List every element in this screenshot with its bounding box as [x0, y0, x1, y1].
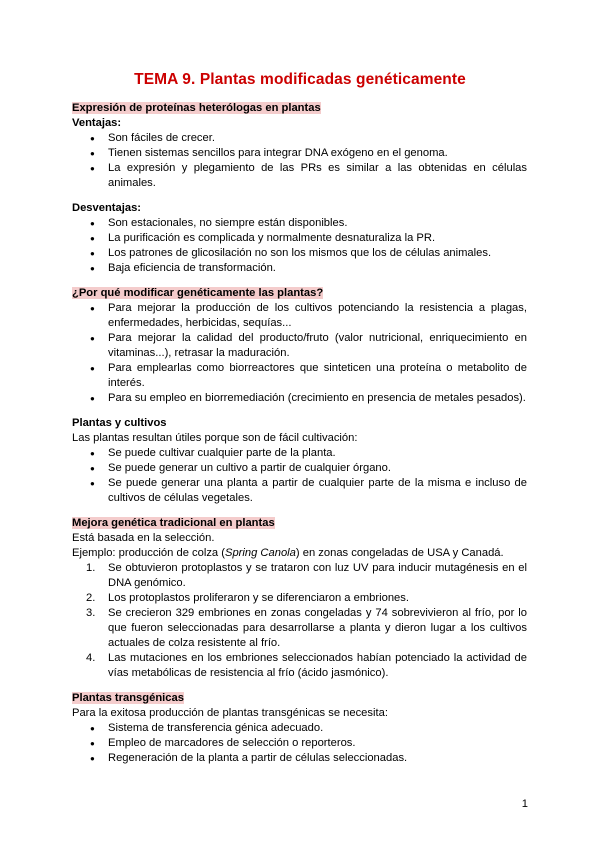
requirements-list	[72, 721, 527, 766]
section-transgenic-plants	[72, 691, 527, 766]
list-item: ● Empleo de marcadores de selección o reporteros.	[72, 736, 527, 751]
section-plants-cultures	[72, 416, 527, 506]
section-heading: ¿Por qué modificar genéticamente las plantas?	[72, 287, 324, 299]
list-item: ● Para mejorar la producción de los cultivos potenciando la resistencia a plagas, enfermedades, herbicidas, sequías...	[72, 301, 527, 331]
list-item: ● Se puede generar una planta a partir de cualquier parte de la misma e incluso de cultivos de células vegetales.	[72, 476, 527, 506]
example-line: Ejemplo: producción de colza (Spring Canola) en zonas congeladas de USA y Canadá.	[72, 547, 504, 559]
reasons-list	[72, 301, 527, 406]
list-item: ● Baja eficiencia de transformación.	[72, 261, 527, 276]
section-heading: Expresión de proteínas heterólogas en plantas	[72, 102, 321, 114]
example-italic: Spring Canola	[224, 547, 296, 559]
list-item: ● Son fáciles de crecer.	[72, 131, 527, 146]
list-item: 1. Se obtuvieron protoplastos y se trataron con luz UV para inducir mutagénesis en el DNA genómico.	[86, 562, 527, 589]
list-item: ● Tienen sistemas sencillos para integrar DNA exógeno en el genoma.	[72, 146, 527, 161]
list-item: ● Se puede cultivar cualquier parte de la planta.	[72, 446, 527, 461]
list-item: ● Los patrones de glicosilación no son los mismos que los de células animales.	[72, 246, 527, 261]
section-intro: Las plantas resultan útiles porque son de fácil cultivación:	[72, 432, 358, 444]
list-item: 4. Las mutaciones en los embriones seleccionados habían potenciado la actividad de vías metabólicas de resistencia al frío (ácido jasmónico).	[86, 652, 527, 679]
list-item: ● La purificación es complicada y normalmente desnaturaliza la PR.	[72, 231, 527, 246]
list-item: ● Se puede generar un cultivo a partir de cualquier órgano.	[72, 461, 527, 476]
list-item: ● Para su empleo en biorremediación (crecimiento en presencia de metales pesados).	[72, 391, 527, 406]
list-item: ● Regeneración de la planta a partir de células seleccionadas.	[72, 751, 527, 766]
list-item: ● Sistema de transferencia génica adecuado.	[72, 721, 527, 736]
list-item: ● Para mejorar la calidad del producto/fruto (valor nutricional, enriquecimiento en vitaminas...), retrasar la maduración.	[72, 331, 527, 361]
section-intro: Está basada en la selección.	[72, 532, 215, 544]
steps-list	[72, 561, 527, 681]
desventajas-label: Desventajas:	[72, 202, 142, 214]
section-heterologous-expression	[72, 101, 527, 276]
section-why-modify	[72, 286, 527, 406]
desventajas-list	[72, 216, 527, 276]
list-item: 3. Se crecieron 329 embriones en zonas congeladas y 74 sobrevivieron al frío, por lo que fueron seleccionadas para desarrollarse a planta y dieron lugar a los cultivos actuales de colza resistente al frío.	[86, 607, 527, 649]
list-item: ● Son estacionales, no siempre están disponibles.	[72, 216, 527, 231]
page-title: TEMA 9. Plantas modificadas genéticamente	[134, 71, 466, 88]
section-heading: Plantas transgénicas	[72, 692, 184, 704]
ventajas-list	[72, 131, 527, 191]
section-heading: Mejora genética tradicional en plantas	[72, 517, 275, 529]
page-number: 1	[521, 798, 528, 810]
section-intro: Para la exitosa producción de plantas transgénicas se necesita:	[72, 707, 388, 719]
list-item: ● La expresión y plegamiento de las PRs es similar a las obtenidas en células animales.	[72, 161, 527, 191]
section-traditional-improvement	[72, 516, 527, 681]
ventajas-label: Ventajas:	[72, 117, 122, 129]
cultures-list	[72, 446, 527, 506]
list-item: 2. Los protoplastos proliferaron y se diferenciaron a embriones.	[86, 592, 409, 604]
list-item: ● Para emplearlas como biorreactores que sinteticen una proteína o metabolito de interés.	[72, 361, 527, 391]
section-heading: Plantas y cultivos	[72, 417, 167, 429]
document-body	[72, 101, 527, 766]
